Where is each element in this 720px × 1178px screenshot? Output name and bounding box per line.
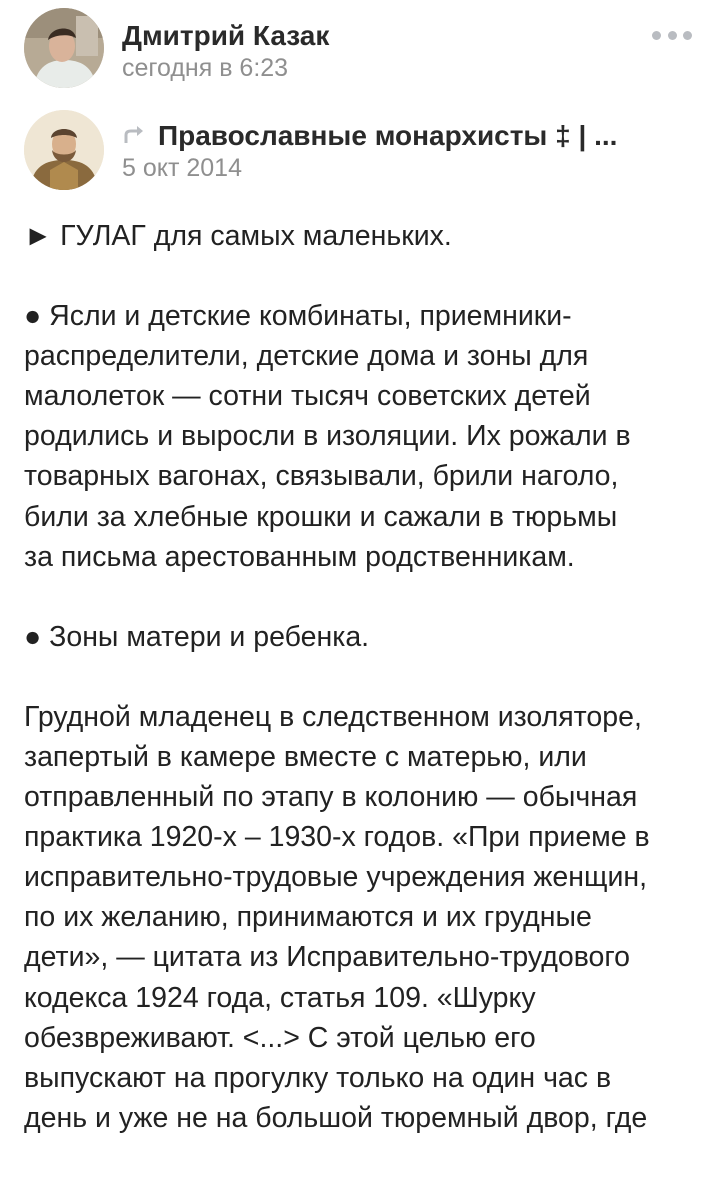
repost-arrow-icon xyxy=(122,123,148,149)
more-dots-icon xyxy=(668,31,677,40)
author-name[interactable]: Дмитрий Казак xyxy=(122,20,330,51)
more-options-button[interactable] xyxy=(652,24,692,46)
post-paragraph: ● Зоны матери и ребенка. xyxy=(24,620,370,653)
repost-source-avatar[interactable] xyxy=(24,110,104,190)
post-paragraph: ● Ясли и детские комбинаты, приемники- распределители, детские дома и зоны для малолеток — сотни тысяч советских детей родились и выросли в изоляции. Их рожали в товарных вагонах, связывали, брили наголо, били за хлебные крошки и сажали в тюрьмы за письма арестованным родственникам. xyxy=(24,300,631,573)
post-time[interactable]: сегодня в 6:23 xyxy=(122,54,289,82)
more-dots-icon xyxy=(683,31,692,40)
post-header xyxy=(24,8,696,90)
repost-source-name[interactable]: Православные монархисты ‡ | ... xyxy=(158,120,618,151)
post-paragraph: Грудной младенец в следственном изоляторе, запертый в камере вместе с матерью, или отправленный по этапу в колонию — обычная практика 1920-х – 1930-х годов. «При приеме в исправительно-трудовые учреждения женщин, по их желанию, принимаются и их грудные дети», — цитата из Исправительно-трудового кодекса 1924 года, статья 109. «Шурку обезвреживают. <...> С этой целью его выпускают на прогулку только на один час в день и уже не на большой тюремный двор, где xyxy=(24,700,650,1134)
repost-date[interactable]: 5 окт 2014 xyxy=(122,154,242,182)
author-avatar[interactable] xyxy=(24,8,104,88)
repost-source-line[interactable] xyxy=(122,120,617,152)
repost-header xyxy=(24,110,696,194)
post-text xyxy=(24,216,696,1178)
post-paragraph: ► ГУЛАГ для самых маленьких. xyxy=(24,220,452,252)
more-dots-icon xyxy=(652,31,661,40)
